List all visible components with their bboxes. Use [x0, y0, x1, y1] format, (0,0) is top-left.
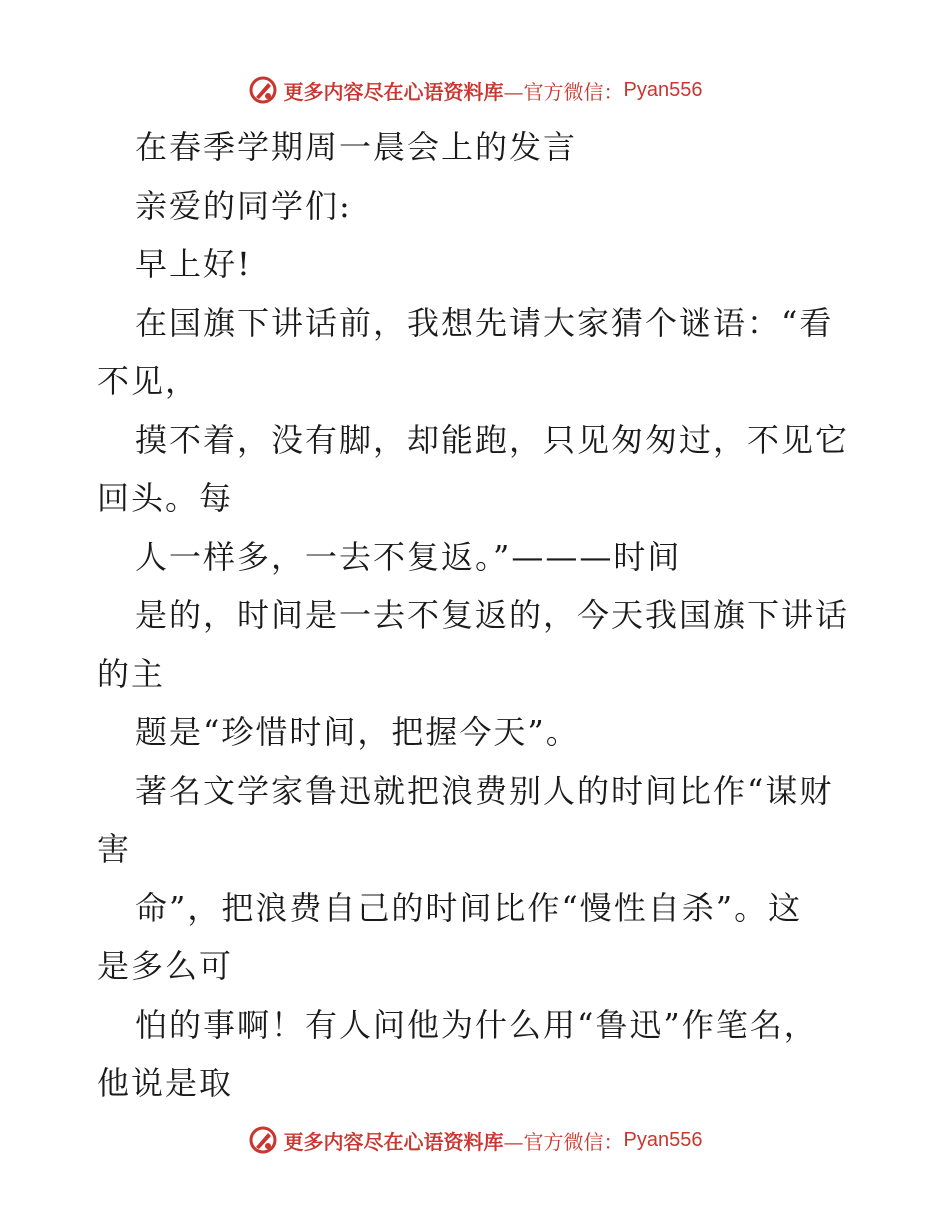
watermark-separator: —官方微信：: [503, 79, 624, 104]
document-body: [97, 118, 857, 1113]
text-line: 人一样多，一去不复返。”———时间: [135, 537, 682, 576]
text-line: 著名文学家鲁迅就把浪费别人的时间比作“谋财: [135, 771, 834, 810]
text-line: 回头。每: [97, 479, 234, 517]
watermark-separator: —官方微信：: [503, 1129, 624, 1154]
text-line: 摸不着，没有脚，却能跑，只见匆匆过，不见它: [135, 420, 850, 459]
header-watermark: [0, 70, 950, 110]
text-line: 不见，: [97, 362, 200, 400]
brush-logo-icon: [248, 1125, 278, 1155]
text-line: 是多么可: [97, 947, 234, 985]
text-line: 在国旗下讲话前，我想先请大家猜个谜语：“看: [135, 303, 834, 342]
text-line: 命”，把浪费自己的时间比作“慢性自杀”。这: [135, 888, 803, 927]
text-line: 亲爱的同学们:: [135, 186, 352, 225]
text-line: 害: [97, 830, 132, 868]
text-line: 的主: [97, 654, 166, 693]
text-line: 早上好!: [135, 245, 252, 283]
brush-logo-icon: [248, 75, 278, 105]
watermark-wechat-id: Pyan556: [623, 1128, 703, 1151]
footer-watermark: [0, 1120, 950, 1160]
text-line: 怕的事啊！有人问他为什么用“鲁迅”作笔名，: [135, 1005, 818, 1044]
watermark-prefix: 更多内容尽在心语资料库: [283, 79, 504, 104]
text-line: 是的，时间是一去不复返的，今天我国旗下讲话: [135, 596, 850, 634]
text-line: 他说是取: [97, 1064, 234, 1102]
watermark-prefix: 更多内容尽在心语资料库: [283, 1129, 504, 1154]
text-line: 题是“珍惜时间，把握今天”。: [135, 713, 580, 751]
watermark-wechat-id: Pyan556: [623, 78, 703, 101]
text-line: 在春季学期周一晨会上的发言: [135, 128, 578, 166]
